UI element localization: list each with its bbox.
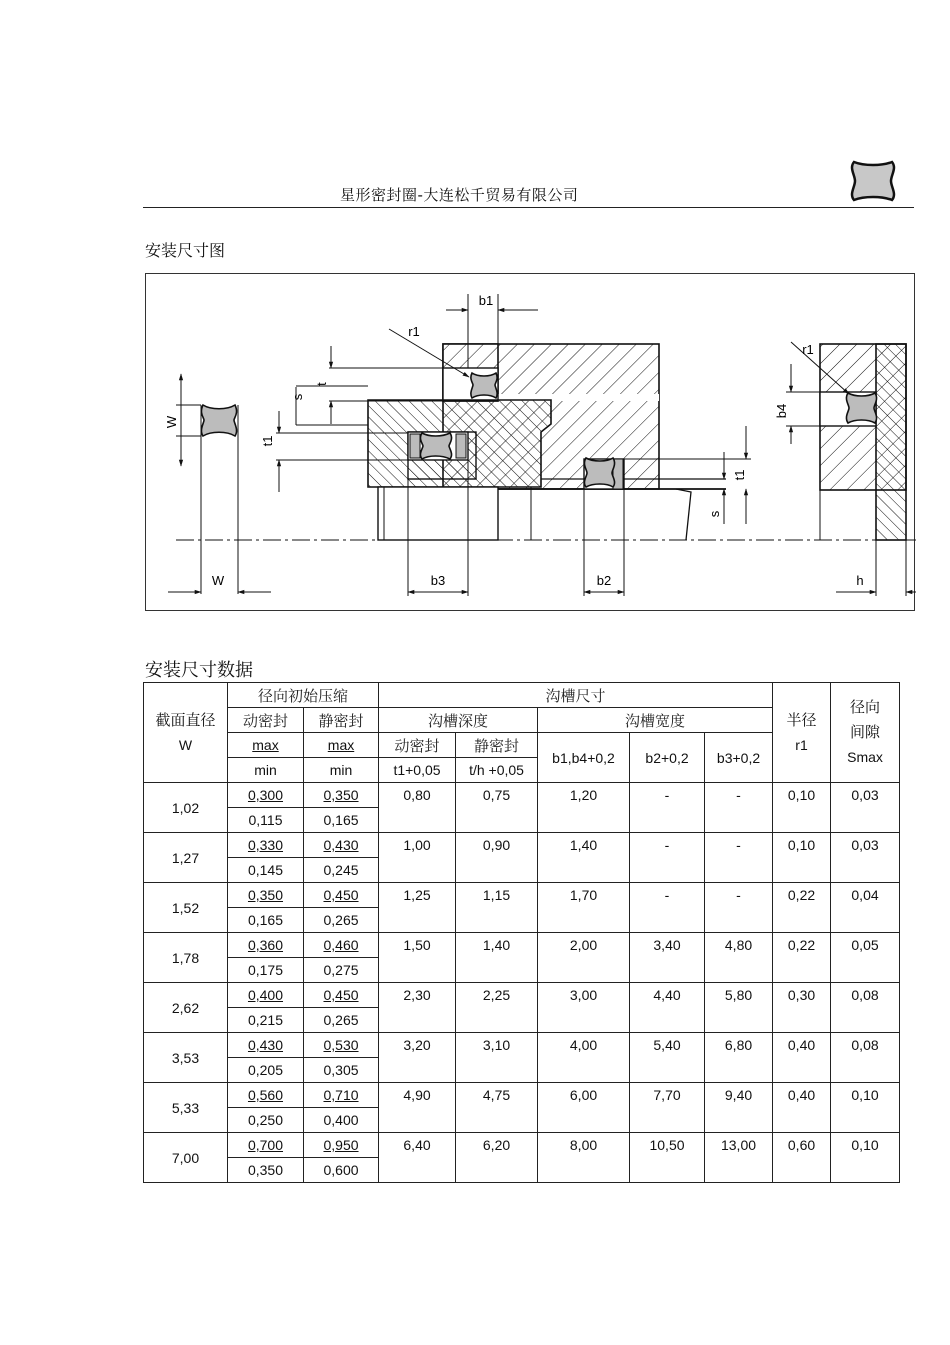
label-r1-left: r1 — [408, 324, 420, 339]
table-row — [144, 833, 900, 858]
section-title-drawing: 安装尺寸图 — [145, 241, 226, 260]
cell-b2: - — [630, 783, 705, 833]
cell-smax: 0,08 — [831, 983, 900, 1033]
cell-w: 1,78 — [144, 933, 228, 983]
table-row — [144, 1083, 900, 1108]
cell-r1: 0,22 — [773, 883, 831, 933]
cell-st_max: 0,950 — [304, 1133, 379, 1158]
cell-dyn_max: 0,400 — [228, 983, 304, 1008]
col-header-st-max: max — [304, 733, 379, 758]
section-title-data: 安装尺寸数据 — [145, 660, 253, 681]
cell-th: 3,10 — [456, 1033, 538, 1083]
cell-r1: 0,40 — [773, 1083, 831, 1133]
cell-r1: 0,10 — [773, 783, 831, 833]
cell-w: 3,53 — [144, 1033, 228, 1083]
label-W-side: W — [164, 415, 179, 429]
cell-b1b4: 8,00 — [538, 1133, 630, 1183]
cell-st_min: 0,305 — [304, 1058, 379, 1083]
cell-b2: - — [630, 883, 705, 933]
col-header-b3: b3+0,2 — [705, 733, 773, 783]
cell-w: 5,33 — [144, 1083, 228, 1133]
cell-smax: 0,10 — [831, 1133, 900, 1183]
cell-t1: 1,50 — [379, 933, 456, 983]
cell-smax: 0,04 — [831, 883, 900, 933]
cell-t1: 0,80 — [379, 783, 456, 833]
label-t-left: t — [314, 382, 329, 386]
cell-t1: 1,00 — [379, 833, 456, 883]
col-header-b1b4: b1,b4+0,2 — [538, 733, 630, 783]
cell-t1: 3,20 — [379, 1033, 456, 1083]
cell-b3: 13,00 — [705, 1133, 773, 1183]
cell-dyn_min: 0,115 — [228, 808, 304, 833]
col-header-groove-width: 沟槽宽度 — [538, 708, 773, 733]
cell-r1: 0,60 — [773, 1133, 831, 1183]
cell-b2: - — [630, 833, 705, 883]
col-header-dynamic: 动密封 — [228, 708, 304, 733]
label-s-right: s — [707, 510, 722, 518]
label-b2: b2 — [596, 573, 612, 588]
table-row — [144, 933, 900, 958]
cell-th: 4,75 — [456, 1083, 538, 1133]
installation-data-table — [143, 682, 900, 1183]
seal-profile-middle — [420, 433, 451, 459]
cell-dyn_max: 0,330 — [228, 833, 304, 858]
cell-smax: 0,03 — [831, 783, 900, 833]
cell-dyn_min: 0,175 — [228, 958, 304, 983]
cell-dyn_max: 0,350 — [228, 883, 304, 908]
cell-dyn_min: 0,145 — [228, 858, 304, 883]
cell-th: 6,20 — [456, 1133, 538, 1183]
cell-b1b4: 4,00 — [538, 1033, 630, 1083]
col-header-dyn-min: min — [228, 758, 304, 783]
cell-b3: 9,40 — [705, 1083, 773, 1133]
cell-st_min: 0,265 — [304, 908, 379, 933]
cell-r1: 0,10 — [773, 833, 831, 883]
cell-t1: 4,90 — [379, 1083, 456, 1133]
cell-dyn_max: 0,360 — [228, 933, 304, 958]
cell-st_min: 0,400 — [304, 1108, 379, 1133]
cell-b3: 5,80 — [705, 983, 773, 1033]
label-r1-right: r1 — [802, 342, 814, 357]
label-t1-left: t1 — [260, 435, 275, 447]
cell-t1: 1,25 — [379, 883, 456, 933]
col-header-groove: 沟槽尺寸 — [379, 683, 773, 708]
cell-b2: 5,40 — [630, 1033, 705, 1083]
col-header-gap: 径向 间隙 Smax — [831, 683, 900, 783]
cell-t1: 6,40 — [379, 1133, 456, 1183]
header-title: 星形密封圈-大连松千贸易有限公司 — [340, 186, 579, 204]
col-header-b2: b2+0,2 — [630, 733, 705, 783]
cell-dyn_max: 0,700 — [228, 1133, 304, 1158]
cell-dyn_max: 0,300 — [228, 783, 304, 808]
cell-t1: 2,30 — [379, 983, 456, 1033]
col-header-radius: 半径 r1 — [773, 683, 831, 783]
table-row — [144, 1133, 900, 1158]
cell-st_min: 0,245 — [304, 858, 379, 883]
cell-dyn_min: 0,350 — [228, 1158, 304, 1183]
cell-w: 2,62 — [144, 983, 228, 1033]
cell-w: 1,02 — [144, 783, 228, 833]
cell-st_max: 0,710 — [304, 1083, 379, 1108]
cell-b2: 4,40 — [630, 983, 705, 1033]
cell-th: 2,25 — [456, 983, 538, 1033]
col-header-dyn-max: max — [228, 733, 304, 758]
cell-smax: 0,10 — [831, 1083, 900, 1133]
cell-dyn_min: 0,250 — [228, 1108, 304, 1133]
col-header-depth-stat-cn: 静密封 — [456, 733, 538, 758]
header-rule — [143, 207, 914, 208]
cell-r1: 0,22 — [773, 933, 831, 983]
label-s-left: s — [290, 393, 305, 401]
cell-b3: - — [705, 833, 773, 883]
label-b3: b3 — [430, 573, 446, 588]
cell-dyn_min: 0,215 — [228, 1008, 304, 1033]
table-row — [144, 783, 900, 808]
installation-drawing — [145, 273, 915, 611]
cell-b1b4: 3,00 — [538, 983, 630, 1033]
cell-st_min: 0,275 — [304, 958, 379, 983]
cell-dyn_max: 0,430 — [228, 1033, 304, 1058]
seal-profile-left — [201, 405, 236, 436]
cell-b3: 6,80 — [705, 1033, 773, 1083]
cell-b1b4: 1,20 — [538, 783, 630, 833]
cell-w: 1,52 — [144, 883, 228, 933]
cell-r1: 0,40 — [773, 1033, 831, 1083]
cell-b2: 10,50 — [630, 1133, 705, 1183]
cell-st_min: 0,600 — [304, 1158, 379, 1183]
col-header-diameter: 截面直径 W — [144, 683, 228, 783]
cell-r1: 0,30 — [773, 983, 831, 1033]
cell-b3: 4,80 — [705, 933, 773, 983]
col-header-compression: 径向初始压缩 — [228, 683, 379, 708]
cell-b3: - — [705, 783, 773, 833]
cell-b1b4: 6,00 — [538, 1083, 630, 1133]
cell-b1b4: 1,40 — [538, 833, 630, 883]
cell-th: 0,75 — [456, 783, 538, 833]
seal-profile-lower — [584, 458, 614, 487]
cell-b1b4: 1,70 — [538, 883, 630, 933]
cell-st_max: 0,530 — [304, 1033, 379, 1058]
label-t1-right: t1 — [732, 469, 747, 481]
cell-b1b4: 2,00 — [538, 933, 630, 983]
cell-w: 1,27 — [144, 833, 228, 883]
cell-st_max: 0,460 — [304, 933, 379, 958]
cell-st_max: 0,430 — [304, 833, 379, 858]
cell-th: 0,90 — [456, 833, 538, 883]
cell-st_max: 0,350 — [304, 783, 379, 808]
table-row — [144, 983, 900, 1008]
star-seal-logo-icon — [848, 158, 898, 204]
cell-st_min: 0,165 — [304, 808, 379, 833]
seal-profile-top — [471, 373, 497, 398]
col-header-depth-dyn-cn: 动密封 — [379, 733, 456, 758]
col-header-st-min: min — [304, 758, 379, 783]
cell-st_max: 0,450 — [304, 883, 379, 908]
cell-th: 1,40 — [456, 933, 538, 983]
cell-th: 1,15 — [456, 883, 538, 933]
col-header-depth-stat: t/h +0,05 — [456, 758, 538, 783]
cell-b2: 3,40 — [630, 933, 705, 983]
col-header-depth-dyn: t1+0,05 — [379, 758, 456, 783]
table-row — [144, 883, 900, 908]
cell-st_max: 0,450 — [304, 983, 379, 1008]
table-row — [144, 1033, 900, 1058]
cell-smax: 0,05 — [831, 933, 900, 983]
cell-b2: 7,70 — [630, 1083, 705, 1133]
label-h: h — [856, 573, 864, 588]
cell-smax: 0,08 — [831, 1033, 900, 1083]
label-b4: b4 — [774, 403, 789, 419]
cell-dyn_max: 0,560 — [228, 1083, 304, 1108]
col-header-static: 静密封 — [304, 708, 379, 733]
cell-st_min: 0,265 — [304, 1008, 379, 1033]
cell-b3: - — [705, 883, 773, 933]
cell-dyn_min: 0,205 — [228, 1058, 304, 1083]
label-W-bottom: W — [211, 573, 225, 588]
table-body — [144, 783, 900, 1183]
cell-smax: 0,03 — [831, 833, 900, 883]
cell-w: 7,00 — [144, 1133, 228, 1183]
cell-dyn_min: 0,165 — [228, 908, 304, 933]
seal-profile-right — [846, 393, 876, 423]
col-header-groove-depth: 沟槽深度 — [379, 708, 538, 733]
label-b1: b1 — [478, 293, 494, 308]
